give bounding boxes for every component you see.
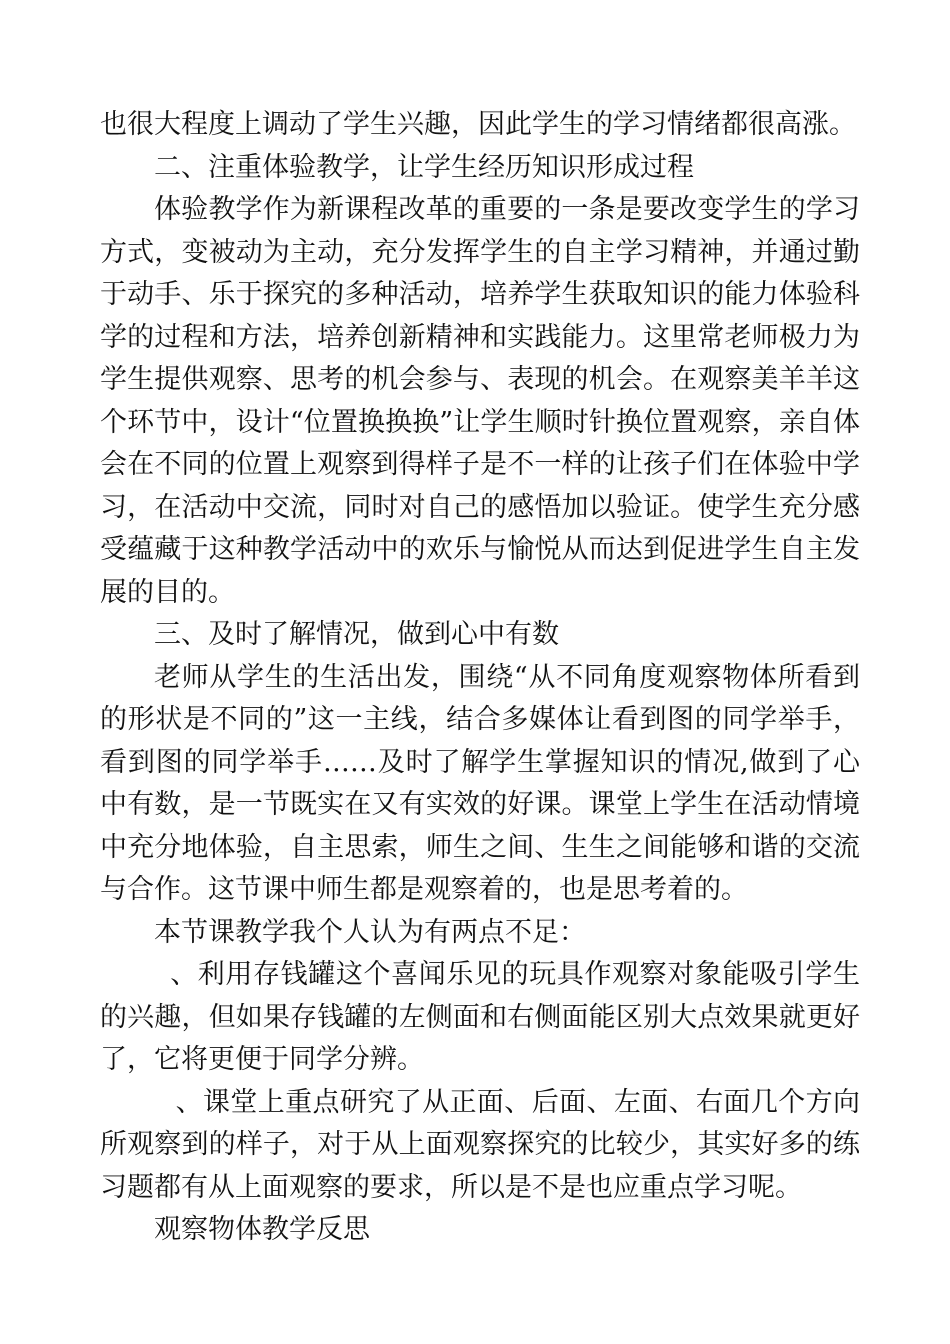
paragraph-timely-understanding: 老师从学生的生活出发，围绕“从不同角度观察物体所看到的形状是不同的”这一主线，结合多媒体让看到图的同学举手，看到图的同学举手……及时了解学生掌握知识的情况,做到了心中有数，是一节既实在又有实效的好课。课堂上学生在活动情境中充分地体验，自主思索，师生之间、生生之间能够和谐的交流与合作。这节课中师生都是观察着的，也是思考着的。: [100, 661, 860, 905]
document-body: [100, 104, 860, 1252]
list-item-shortcoming-1: 、利用存钱罐这个喜闻乐见的玩具作观察对象能吸引学生的兴趣，但如果存钱罐的左侧面和右侧面能区别大点效果就更好了，它将更便于同学分辨。: [100, 959, 860, 1075]
list-item-shortcoming-2: 、课堂上重点研究了从正面、后面、左面、右面几个方向所观察到的样子，对于从上面观察探究的比较少，其实好多的练习题都有从上面观察的要求，所以是不是也应重点学习呢。: [100, 1086, 860, 1203]
section-heading-2: 二、注重体验教学，让学生经历知识形成过程: [154, 151, 694, 183]
paragraph-continuation: 也很大程度上调动了学生兴趣，因此学生的学习情绪都很高涨。: [100, 109, 856, 140]
section-title-reflection: 观察物体教学反思: [154, 1214, 370, 1245]
paragraph-experience-teaching: 体验教学作为新课程改革的重要的一条是要改变学生的学习方式，变被动为主动，充分发挥学生的自主学习精神，并通过勤于动手、乐于探究的多种活动，培养学生获取知识的能力体验科学的过程和方法，培养创新精神和实践能力。这里常老师极力为学生提供观察、思考的机会参与、表现的机会。在观察美羊羊这个环节中，设计“位置换换换”让学生顺时针换位置观察，亲自体会在不同的位置上观察到得样子是不一样的让孩子们在体验中学习，在活动中交流，同时对自己的感悟加以验证。使学生充分感受蕴藏于这种教学活动中的欢乐与愉悦从而达到促进学生自主发展的目的。: [100, 194, 860, 608]
section-heading-3: 三、及时了解情况，做到心中有数: [154, 619, 559, 650]
paragraph-shortcomings-intro: 本节课教学我个人认为有两点不足：: [154, 916, 586, 948]
